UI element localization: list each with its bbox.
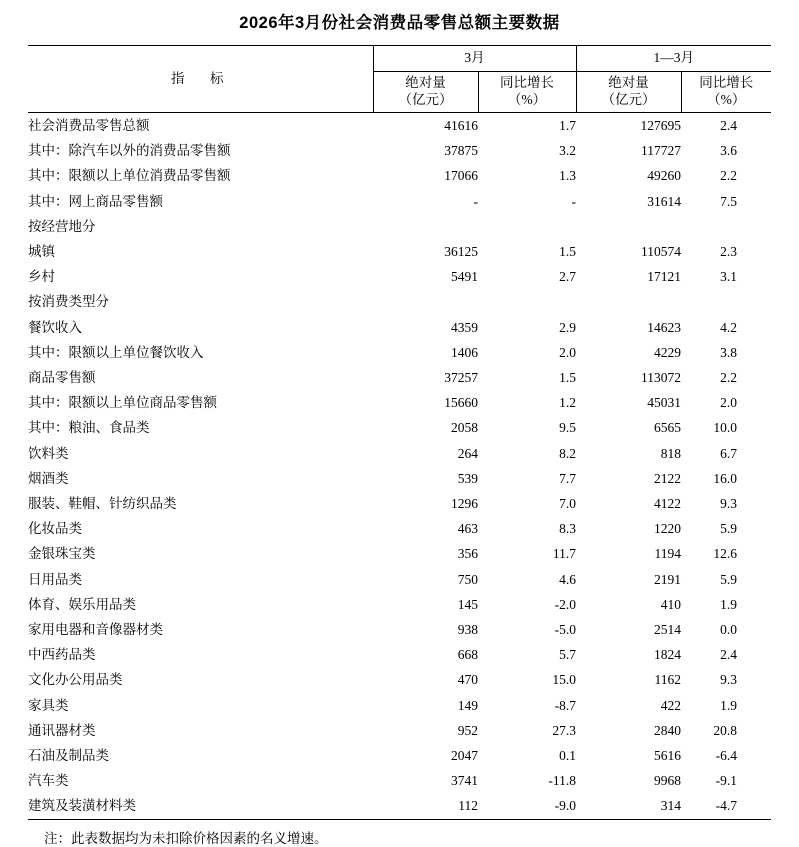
row-month-absolute: 1296 (451, 496, 478, 512)
row-quarter-absolute: 2191 (654, 571, 681, 587)
row-quarter-absolute: 4229 (654, 344, 681, 360)
row-month-absolute (373, 214, 478, 239)
row-quarter-absolute (576, 289, 681, 314)
table-row (28, 491, 771, 516)
row-quarter-absolute: 5616 (654, 748, 681, 764)
row-quarter-yoy: 2.4 (720, 647, 737, 663)
table-note: 注：此表数据均为未扣除价格因素的名义增速。 (44, 830, 328, 846)
header-group-row (28, 46, 771, 72)
row-quarter-yoy: 12.6 (713, 546, 737, 562)
row-month-yoy (478, 214, 576, 239)
row-quarter-yoy: -4.7 (681, 793, 771, 819)
row-label: 商品零售额 (28, 370, 96, 386)
row-month-absolute: 463 (457, 521, 478, 537)
row-quarter-yoy: 3.6 (720, 143, 737, 159)
row-quarter-absolute: 410 (660, 596, 681, 612)
table-container (0, 45, 799, 820)
row-label: 家用电器和音像器材类 (28, 622, 163, 638)
row-label: 服装、鞋帽、针纺织品类 (28, 496, 177, 512)
row-quarter-yoy: 1.9 (720, 697, 737, 713)
row-quarter-absolute: 6565 (654, 420, 681, 436)
row-month-absolute: 470 (457, 672, 478, 688)
table-row (28, 718, 771, 743)
header-quarter-yoy-line2: （%） (707, 92, 746, 107)
row-month-absolute: 668 (457, 647, 478, 663)
row-quarter-yoy (681, 214, 771, 239)
header-month-yoy-line2: （%） (507, 92, 547, 107)
row-quarter-yoy: 6.7 (720, 445, 737, 461)
table-row (28, 264, 771, 289)
row-month-yoy: 1.2 (559, 395, 576, 411)
row-quarter-yoy: -9.1 (715, 773, 737, 789)
row-quarter-yoy: 16.0 (713, 470, 737, 486)
row-label: 通讯器材类 (28, 722, 96, 738)
row-quarter-absolute: 1162 (654, 672, 681, 688)
header-month-yoy (478, 72, 576, 113)
header-group-quarter: 1—3月 (576, 46, 771, 72)
row-quarter-absolute: 14623 (647, 319, 681, 335)
table-row (28, 693, 771, 718)
row-month-absolute: 356 (457, 546, 478, 562)
row-month-absolute: 952 (457, 722, 478, 738)
row-month-absolute: - (473, 193, 478, 209)
row-quarter-absolute: 2840 (654, 722, 681, 738)
row-label: 按经营地分 (28, 218, 96, 234)
row-quarter-absolute: 4122 (654, 496, 681, 512)
table-row (28, 667, 771, 692)
row-month-absolute: 149 (457, 697, 478, 713)
header-month-abs-line1: 绝对量 (405, 75, 446, 91)
row-month-yoy: 1.3 (559, 168, 576, 184)
row-month-absolute: 112 (373, 793, 478, 819)
row-month-yoy: -8.7 (554, 697, 576, 713)
header-month-abs-line2: （亿元） (398, 92, 453, 107)
table-row (28, 189, 771, 214)
row-label: 金银珠宝类 (28, 546, 96, 562)
table-row (28, 239, 771, 264)
table-row (28, 592, 771, 617)
row-month-absolute: 2058 (451, 420, 478, 436)
row-quarter-yoy: 1.9 (720, 596, 737, 612)
row-quarter-yoy: 3.8 (720, 344, 737, 360)
row-month-yoy: 27.3 (552, 722, 576, 738)
table-row (28, 793, 771, 819)
table-row (28, 441, 771, 466)
row-quarter-yoy: 0.0 (720, 622, 737, 638)
row-month-yoy: 2.7 (559, 269, 576, 285)
row-month-absolute: 37875 (444, 143, 478, 159)
table-row (28, 642, 771, 667)
row-quarter-yoy: 5.9 (720, 571, 737, 587)
page-title: 2026年3月份社会消费品零售总额主要数据 (239, 14, 560, 32)
row-month-yoy: 1.5 (559, 370, 576, 386)
header-indicator: 指 标 (28, 46, 373, 113)
row-quarter-absolute: 2514 (654, 622, 681, 638)
row-month-absolute: 264 (457, 445, 478, 461)
row-quarter-absolute: 127695 (640, 118, 681, 133)
row-month-absolute: 3741 (451, 773, 478, 789)
row-quarter-absolute: 422 (660, 697, 681, 713)
row-quarter-absolute: 818 (660, 445, 681, 461)
table-row (28, 163, 771, 188)
table-row (28, 315, 771, 340)
row-month-yoy: 15.0 (552, 672, 576, 688)
table-row (28, 567, 771, 592)
row-month-yoy: 3.2 (559, 143, 576, 159)
row-label: 其中：除汽车以外的消费品零售额 (28, 143, 231, 159)
header-quarter-abs (576, 72, 681, 113)
row-month-absolute: 41616 (444, 118, 478, 133)
row-month-yoy: -5.0 (554, 622, 576, 638)
row-quarter-yoy: 5.9 (720, 521, 737, 537)
row-month-yoy: -9.0 (478, 793, 576, 819)
row-quarter-absolute: 2122 (654, 470, 681, 486)
header-group-month: 3月 (373, 46, 576, 72)
row-month-absolute (373, 289, 478, 314)
table-row (28, 138, 771, 163)
row-month-yoy: 4.6 (559, 571, 576, 587)
row-month-yoy: 2.9 (559, 319, 576, 335)
row-label: 烟酒类 (28, 470, 69, 486)
row-month-yoy: - (571, 193, 576, 209)
row-label: 其中：限额以上单位餐饮收入 (28, 344, 204, 360)
row-label: 其中：网上商品零售额 (28, 193, 163, 209)
row-label: 乡村 (28, 269, 55, 285)
row-label: 社会消费品零售总额 (28, 118, 150, 133)
row-quarter-absolute: 113072 (641, 370, 681, 386)
row-label: 石油及制品类 (28, 748, 109, 764)
row-label: 餐饮收入 (28, 319, 82, 335)
row-quarter-absolute: 45031 (647, 395, 681, 411)
table-row (28, 768, 771, 793)
row-quarter-absolute: 110574 (641, 244, 681, 260)
row-month-yoy: 11.7 (552, 546, 576, 562)
row-month-yoy: 8.3 (559, 521, 576, 537)
row-label: 城镇 (28, 244, 55, 260)
header-quarter-abs-line2: （亿元） (601, 92, 656, 107)
row-quarter-absolute: 17121 (647, 269, 681, 285)
table-row (28, 415, 771, 440)
table-row (28, 466, 771, 491)
header-month-yoy-line1: 同比增长 (500, 75, 554, 91)
row-month-yoy: 2.0 (559, 344, 576, 360)
row-quarter-absolute: 1194 (654, 546, 681, 562)
row-quarter-yoy: 20.8 (713, 722, 737, 738)
table-row (28, 390, 771, 415)
row-label: 其中：限额以上单位消费品零售额 (28, 168, 231, 184)
row-month-yoy: -2.0 (554, 596, 576, 612)
row-quarter-yoy: 2.2 (720, 370, 737, 386)
table-row (28, 617, 771, 642)
row-label: 饮料类 (28, 445, 69, 461)
row-quarter-yoy: 10.0 (713, 420, 737, 436)
row-quarter-yoy: 4.2 (720, 319, 737, 335)
table-row (28, 289, 771, 314)
row-month-absolute: 17066 (444, 168, 478, 184)
row-month-yoy: 5.7 (559, 647, 576, 663)
row-month-absolute: 37257 (444, 370, 478, 386)
header-quarter-yoy (681, 72, 771, 113)
row-label: 建筑及装潢材料类 (28, 793, 373, 819)
row-label: 中西药品类 (28, 647, 96, 663)
table-row (28, 214, 771, 239)
header-month-abs (373, 72, 478, 113)
row-quarter-absolute (576, 214, 681, 239)
row-quarter-yoy: 2.0 (720, 395, 737, 411)
row-label: 化妆品类 (28, 521, 82, 537)
row-quarter-yoy (681, 289, 771, 314)
row-month-absolute: 145 (457, 596, 478, 612)
table-row (28, 340, 771, 365)
row-month-absolute: 938 (457, 622, 478, 638)
row-label: 家具类 (28, 697, 69, 713)
row-month-yoy: 1.5 (559, 244, 576, 260)
row-quarter-absolute: 1220 (654, 521, 681, 537)
header-quarter-abs-line1: 绝对量 (608, 75, 649, 91)
row-month-yoy: 7.7 (559, 470, 576, 486)
table-row (28, 516, 771, 541)
row-label: 其中：粮油、食品类 (28, 420, 150, 436)
table-header (28, 46, 771, 113)
row-month-yoy: 9.5 (559, 420, 576, 436)
row-month-absolute: 2047 (451, 748, 478, 764)
row-label: 其中：限额以上单位商品零售额 (28, 395, 217, 411)
row-quarter-absolute: 31614 (647, 193, 681, 209)
row-month-absolute: 36125 (444, 244, 478, 260)
row-quarter-yoy: 2.3 (720, 244, 737, 260)
row-month-absolute: 5491 (451, 269, 478, 285)
row-month-absolute: 1406 (451, 344, 478, 360)
row-quarter-yoy: -6.4 (715, 748, 737, 764)
row-month-absolute: 539 (457, 470, 478, 486)
header-quarter-yoy-line1: 同比增长 (699, 75, 754, 91)
row-quarter-absolute: 1824 (654, 647, 681, 663)
row-label: 汽车类 (28, 773, 69, 789)
retail-sales-table (28, 45, 771, 820)
row-month-yoy: -11.8 (548, 773, 576, 789)
row-quarter-yoy: 9.3 (720, 496, 737, 512)
row-month-absolute: 750 (457, 571, 478, 587)
row-month-yoy: 8.2 (559, 445, 576, 461)
row-quarter-yoy: 3.1 (720, 269, 737, 285)
row-quarter-yoy: 2.4 (720, 118, 737, 133)
row-month-absolute: 4359 (451, 319, 478, 335)
table-row (28, 113, 771, 139)
row-label: 文化办公用品类 (28, 672, 123, 688)
row-label: 日用品类 (28, 571, 82, 587)
row-quarter-yoy: 7.5 (720, 193, 737, 209)
table-row (28, 743, 771, 768)
table-row (28, 365, 771, 390)
row-month-yoy (478, 289, 576, 314)
row-month-yoy: 0.1 (559, 748, 576, 764)
row-quarter-yoy: 2.2 (720, 168, 737, 184)
row-quarter-yoy: 9.3 (720, 672, 737, 688)
table-row (28, 541, 771, 566)
row-month-yoy: 7.0 (559, 496, 576, 512)
row-quarter-absolute: 117727 (641, 143, 681, 159)
row-quarter-absolute: 9968 (654, 773, 681, 789)
row-quarter-absolute: 49260 (647, 168, 681, 184)
row-month-absolute: 15660 (444, 395, 478, 411)
row-month-yoy: 1.7 (559, 118, 576, 133)
row-label: 按消费类型分 (28, 294, 109, 310)
row-quarter-absolute: 314 (576, 793, 681, 819)
row-label: 体育、娱乐用品类 (28, 596, 136, 612)
table-body (28, 113, 771, 820)
